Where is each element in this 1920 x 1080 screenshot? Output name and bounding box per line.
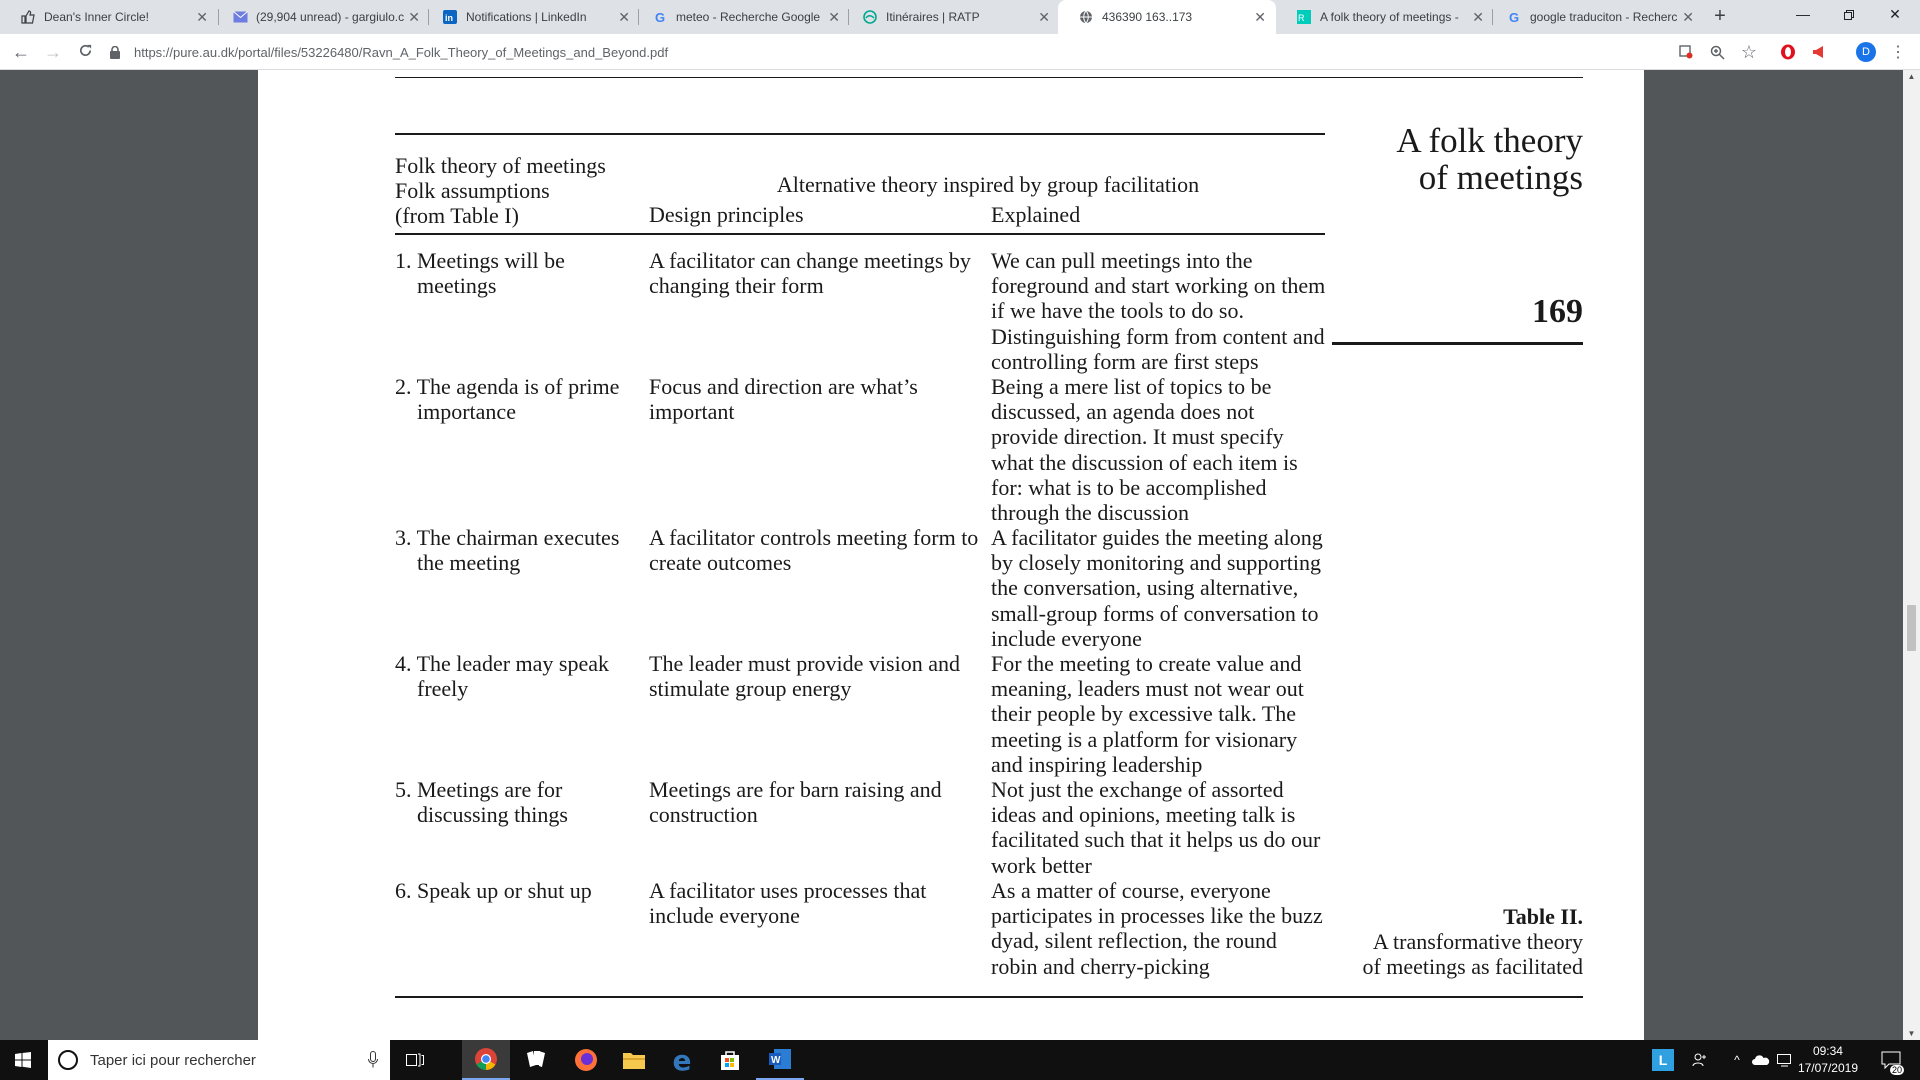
solitaire-icon[interactable] <box>512 1040 560 1080</box>
viewer-scrollbar[interactable] <box>1903 70 1920 1040</box>
table-row-2-assumption: 2. The agenda is of prime importance <box>395 374 620 425</box>
notification-center-icon[interactable]: 20 <box>1874 1040 1908 1080</box>
table-row-5-explained: Not just the exchange of assorted ideas and opinions, meeting talk is facilitated such that it helps us do our work better <box>991 777 1321 878</box>
close-icon[interactable]: ✕ <box>1682 9 1694 25</box>
reload-button[interactable] <box>73 40 97 64</box>
browser-toolbar <box>0 34 1920 70</box>
cortana-icon <box>58 1050 78 1070</box>
globe-icon <box>1078 9 1094 25</box>
tab-active-pdf[interactable]: 436390 163..173 ✕ <box>1058 0 1276 34</box>
table-row-4-principle: The leader must provide vision and stimulate group energy <box>649 651 960 702</box>
table-row-6-assumption: 6. Speak up or shut up <box>395 878 592 903</box>
task-view-icon[interactable] <box>395 1040 435 1080</box>
tab-mail[interactable]: (29,904 unread) - gargiulo.c ✕ <box>212 0 430 34</box>
linkedin-icon <box>442 9 458 25</box>
tab-ratp[interactable]: Itinéraires | RATP ✕ <box>842 0 1060 34</box>
megaphone-extension-icon[interactable] <box>1809 42 1829 62</box>
tab-strip <box>0 0 1920 34</box>
close-icon[interactable]: ✕ <box>196 9 208 25</box>
table-row-6-principle: A facilitator uses processes that include everyone <box>649 878 927 929</box>
edge-icon[interactable]: e <box>672 1043 692 1077</box>
store-icon[interactable] <box>706 1040 754 1080</box>
header-col1: Folk theory of meetings Folk assumptions (from Table I) <box>395 153 606 228</box>
page-number-rule <box>1332 342 1583 345</box>
tab-deans-inner-circle[interactable]: Dean's Inner Circle! ✕ <box>0 0 218 34</box>
table-row-1-explained: We can pull meetings into the foreground and start working on them if we have the tools to do so. Distinguishing form from content and controlling form are first steps <box>991 248 1326 374</box>
taskbar-search-input[interactable]: Taper ici pour rechercher <box>48 1040 390 1080</box>
people-tray-icon[interactable] <box>1688 1040 1712 1080</box>
table-bottom-rule <box>395 996 1583 998</box>
close-icon[interactable]: ✕ <box>1472 9 1484 25</box>
svg-text:W: W <box>771 1055 781 1066</box>
ratp-icon <box>862 9 878 25</box>
table-row-3-assumption: 3. The chairman executes the meeting <box>395 525 620 576</box>
running-title: A folk theory of meetings <box>1396 121 1583 197</box>
word-icon[interactable] <box>756 1040 804 1080</box>
restore-button[interactable] <box>1826 0 1872 30</box>
table-row-2-principle: Focus and direction are what’s important <box>649 374 918 425</box>
clock[interactable]: 09:34 17/07/2019 <box>1797 1044 1858 1075</box>
table-row-4-assumption: 4. The leader may speak freely <box>395 651 610 702</box>
page-number: 169 <box>1532 293 1583 330</box>
tab-linkedin[interactable]: in Notifications | LinkedIn ✕ <box>422 0 640 34</box>
table-row-3-principle: A facilitator controls meeting form to create outcomes <box>649 525 979 576</box>
google-icon: G <box>654 9 666 25</box>
tab-researchgate[interactable]: R A folk theory of meetings - ✕ <box>1298 9 1484 25</box>
microphone-icon[interactable] <box>368 1051 378 1072</box>
close-icon[interactable]: ✕ <box>618 9 630 25</box>
back-button[interactable]: ← <box>12 42 30 62</box>
minimize-button[interactable]: — <box>1796 6 1810 22</box>
new-tab-button[interactable]: + <box>1714 5 1726 27</box>
table-label: Table II. <box>1503 904 1583 929</box>
table-row-5-assumption: 5. Meetings are for discussing things <box>395 777 568 828</box>
table-row-4-explained: For the meeting to create value and meaning, leaders must not wear out their people by excessive talk. The meeting is a platform for visionary and inspiring leadership <box>991 651 1304 777</box>
table-caption: A transformative theory of meetings as facilitated <box>1362 929 1583 979</box>
close-icon[interactable]: ✕ <box>1038 9 1050 25</box>
table-row-5-principle: Meetings are for barn raising and construction <box>649 777 942 828</box>
blocked-popup-icon[interactable] <box>1676 42 1696 62</box>
svg-text:R: R <box>1298 13 1305 23</box>
close-icon[interactable]: ✕ <box>828 9 840 25</box>
windows-taskbar <box>0 1040 1920 1080</box>
table-row-6-explained: As a matter of course, everyone participates in processes like the buzz dyad, silent reflection, the round robin and cherry-picking <box>991 878 1323 979</box>
menu-kebab-icon[interactable]: ⋮ <box>1890 44 1906 61</box>
thumbs-up-icon <box>20 9 36 25</box>
chevron-up-icon[interactable]: ^ <box>1734 1053 1740 1067</box>
close-icon[interactable]: ✕ <box>1254 9 1266 25</box>
scrollbar-thumb[interactable] <box>1907 605 1916 651</box>
google-icon: G <box>1508 9 1520 25</box>
table-row-1-assumption: 1. Meetings will be meetings <box>395 248 565 299</box>
table-row-2-explained: Being a mere list of topics to be discussed, an agenda does not provide direction. It must specify what the discussion of each item is for: what is to be accomplished through the discussion <box>991 374 1298 526</box>
scroll-up-arrow-icon[interactable]: ▲ <box>1907 72 1916 81</box>
bookmark-star-icon[interactable]: ☆ <box>1740 41 1758 62</box>
header-span-label: Alternative theory inspired by group facilitation <box>776 172 1200 197</box>
pdf-page <box>258 70 1644 1040</box>
tab-google-meteo[interactable]: G meteo - Recherche Google ✕ <box>632 0 850 34</box>
header-explained: Explained <box>991 202 1081 227</box>
table-row-3-explained: A facilitator guides the meeting along by closely monitoring and supporting the conversation, using alternative, small-group forms of conversation to include everyone <box>991 525 1323 651</box>
zoom-icon[interactable] <box>1707 42 1727 62</box>
url-text: https://pure.au.dk/portal/files/53226480/Ravn_A_Folk_Theory_of_Meetings_and_Beyond.pdf <box>134 44 669 60</box>
firefox-icon[interactable] <box>562 1040 610 1080</box>
scroll-down-arrow-icon[interactable]: ▼ <box>1907 1029 1916 1038</box>
address-bar[interactable] <box>110 39 1670 65</box>
header-design-principles: Design principles <box>649 202 804 227</box>
table-top-rule <box>395 133 1325 135</box>
network-icon[interactable] <box>1774 1040 1796 1080</box>
svg-text:in: in <box>445 13 453 23</box>
l-app-tray-icon[interactable]: L <box>1650 1040 1676 1080</box>
researchgate-icon <box>1296 9 1312 25</box>
close-icon[interactable]: ✕ <box>408 9 420 25</box>
windows-start-icon[interactable] <box>0 1040 46 1080</box>
mail-icon <box>232 9 248 25</box>
file-explorer-icon[interactable] <box>610 1040 658 1080</box>
table-row-1-principle: A facilitator can change meetings by changing their form <box>649 248 971 299</box>
tab-google-traduction[interactable]: G google traduciton - Recherc ✕ <box>1486 0 1704 34</box>
profile-avatar[interactable]: D <box>1856 42 1876 62</box>
header-bottom-rule <box>395 233 1325 235</box>
onedrive-icon[interactable] <box>1750 1040 1772 1080</box>
chrome-taskbar-icon[interactable] <box>462 1040 510 1080</box>
opera-extension-icon[interactable] <box>1778 42 1798 62</box>
forward-button[interactable]: → <box>44 42 62 62</box>
pdf-viewer <box>0 70 1920 1040</box>
lock-icon <box>110 45 124 59</box>
close-window-button[interactable]: ✕ <box>1889 6 1901 22</box>
